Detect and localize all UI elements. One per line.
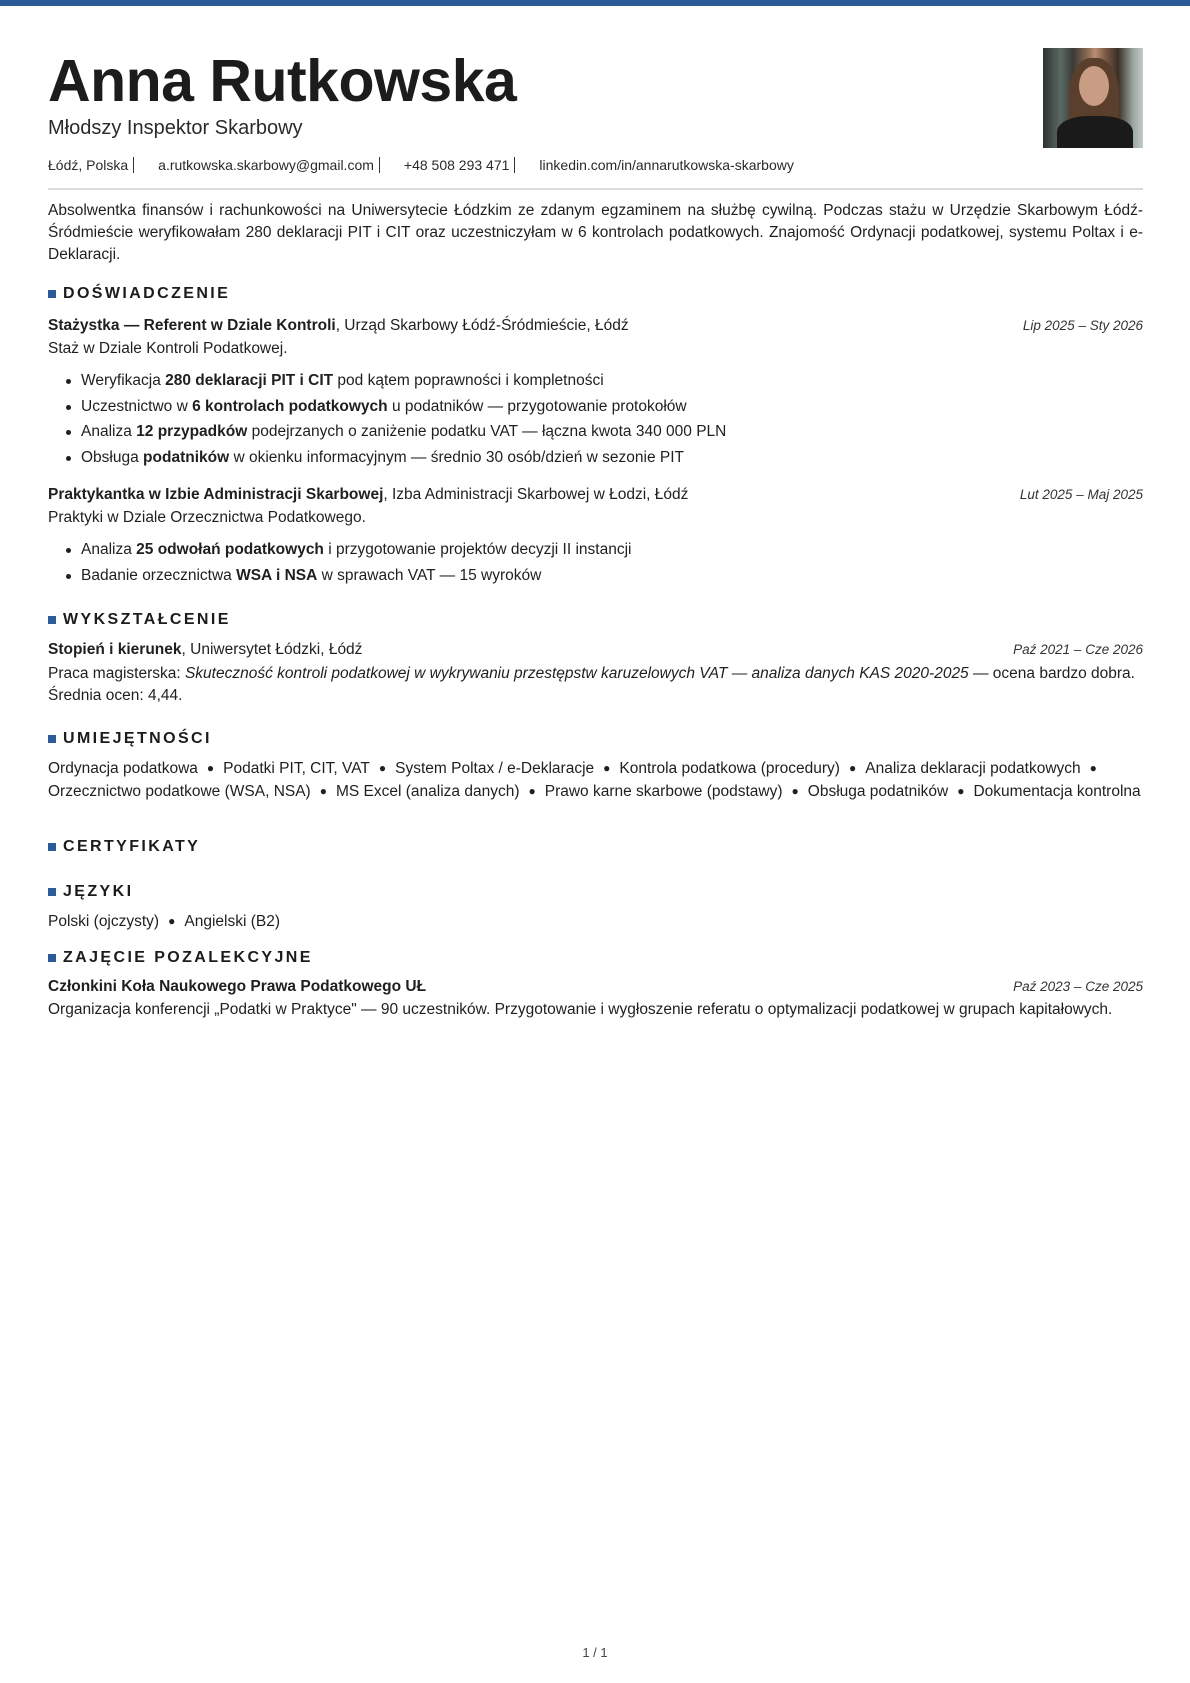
bullet-separator-icon: ● — [168, 914, 176, 928]
section-heading-languages — [48, 882, 133, 902]
section-heading-skills — [48, 729, 212, 749]
skill-item: Orzecznictwo podatkowe (WSA, NSA) — [48, 783, 311, 800]
bullet-separator-icon: ● — [206, 761, 215, 775]
job-header — [48, 484, 1143, 506]
skill-item: Analiza deklaracji podatkowych — [865, 760, 1081, 777]
section-heading-experience — [48, 284, 230, 304]
list-item: Uczestnictwo w 6 kontrolach podatkowych u podatników — przygotowanie protokołów — [64, 394, 726, 420]
skill-item: Prawo karne skarbowe (podstawy) — [544, 783, 783, 800]
skill-item: Dokumentacja kontrolna — [973, 783, 1141, 800]
list-item: Analiza 25 odwołań podatkowych i przygotowanie projektów decyzji II instancji — [64, 537, 631, 563]
education-header — [48, 639, 1143, 661]
top-accent-bar — [0, 0, 1190, 6]
skill-item: MS Excel (analiza danych) — [335, 783, 520, 800]
education-thesis: Praca magisterska: Skuteczność kontroli podatkowej w wykrywaniu przestępstw karuzelowych VAT — analiza danych KAS 2020-2025 — ocena bardzo dobra. Średnia ocen: 4,44. — [48, 665, 1135, 704]
job-dates: Lut 2025 – Maj 2025 — [1019, 487, 1143, 502]
list-item: Obsługa podatników w okienku informacyjnym — średnio 30 osób/dzień w sezonie PIT — [64, 445, 726, 471]
contact-location: Łódź, Polska — [48, 157, 129, 173]
square-bullet-icon — [48, 843, 56, 851]
section-heading-certificates — [48, 837, 200, 857]
photo-body — [1057, 116, 1133, 148]
bullet-separator-icon: ● — [848, 761, 857, 775]
bullet-separator-icon: ● — [957, 784, 965, 798]
activity-header — [48, 976, 1143, 998]
header-divider — [48, 188, 1143, 190]
square-bullet-icon — [48, 735, 56, 743]
bullet-separator-icon: ● — [603, 761, 611, 775]
contact-phone[interactable]: +48 508 293 471 — [403, 157, 510, 173]
job-bullets — [64, 537, 631, 588]
skill-item: Kontrola podatkowa (procedury) — [619, 760, 840, 777]
photo-face — [1079, 66, 1109, 106]
skill-item: Obsługa podatników — [807, 783, 949, 800]
skills-list — [48, 757, 1143, 803]
job-organization: , Izba Administracji Skarbowej w Łodzi, Łódź — [383, 486, 689, 503]
bullet-separator-icon: ● — [528, 784, 536, 798]
job-role: Stażystka — Referent w Dziale Kontroli — [48, 317, 336, 334]
skill-item: Podatki PIT, CIT, VAT — [223, 760, 370, 777]
section-heading-label: JĘZYKI — [63, 883, 134, 900]
square-bullet-icon — [48, 888, 56, 896]
bullet-separator-icon: ● — [319, 784, 327, 798]
summary-paragraph: Absolwentka finansów i rachunkowości na Uniwersytecie Łódzkim ze zdanym egzaminem na służbę cywilną. Podczas stażu w Urzędzie Skarbowym Łódź-Śródmieście weryfikowałam 280 deklaracji PIT i CIT oraz uczestniczyłam w 6 kontrolach podatkowych. Znajomość Ordynacji podatkowej, systemu Poltax i e-Deklaracji. — [48, 202, 1143, 263]
contact-separator — [514, 157, 515, 173]
job-description: Staż w Dziale Kontroli Podatkowej. — [48, 340, 288, 357]
job-organization: , Urząd Skarbowy Łódź-Śródmieście, Łódź — [335, 317, 629, 334]
contact-email[interactable]: a.rutkowska.skarbowy@gmail.com — [158, 157, 374, 173]
section-heading-label: UMIEJĘTNOŚCI — [63, 730, 212, 747]
square-bullet-icon — [48, 616, 56, 624]
list-item: Analiza 12 przypadków podejrzanych o zaniżenie podatku VAT — łączna kwota 340 000 PLN — [64, 419, 726, 445]
contact-separator — [133, 157, 134, 173]
section-heading-education — [48, 610, 231, 630]
job-role: Praktykantka w Izbie Administracji Skarbowej — [48, 486, 384, 503]
square-bullet-icon — [48, 290, 56, 298]
job-header — [48, 315, 1143, 337]
education-degree: Stopień i kierunek — [48, 641, 182, 658]
contact-line — [48, 156, 794, 174]
activity-description: Organizacja konferencji „Podatki w Praktyce" — 90 uczestników. Przygotowanie i wygłoszenie referatu o optymalizacji podatkowej w grupach kapitałowych. — [48, 1001, 1113, 1018]
bullet-separator-icon: ● — [378, 761, 387, 775]
section-heading-label: DOŚWIADCZENIE — [63, 285, 231, 302]
bullet-separator-icon: ● — [1089, 761, 1097, 775]
contact-separator — [379, 157, 380, 173]
section-heading-label: CERTYFIKATY — [63, 838, 201, 855]
language-item: Angielski (B2) — [184, 913, 280, 930]
job-dates: Lip 2025 – Sty 2026 — [1022, 318, 1143, 333]
education-dates: Paź 2021 – Cze 2026 — [1013, 642, 1143, 657]
job-description: Praktyki w Dziale Orzecznictwa Podatkowego. — [48, 509, 366, 526]
skill-item: System Poltax / e-Deklaracje — [395, 760, 595, 777]
list-item: Badanie orzecznictwa WSA i NSA w sprawach VAT — 15 wyroków — [64, 563, 631, 589]
language-item: Polski (ojczysty) — [48, 913, 160, 930]
contact-linkedin[interactable]: linkedin.com/in/annarutkowska-skarbowy — [539, 157, 794, 173]
section-heading-extracurricular — [48, 948, 313, 968]
activity-title: Członkini Koła Naukowego Prawa Podatkowego UŁ — [48, 978, 427, 995]
bullet-separator-icon: ● — [791, 784, 799, 798]
candidate-name: Anna Rutkowska — [48, 48, 517, 114]
section-heading-label: ZAJĘCIE POZALEKCYJNE — [63, 949, 313, 966]
square-bullet-icon — [48, 954, 56, 962]
page-number: 1 / 1 — [582, 1645, 608, 1660]
thesis-title: Skuteczność kontroli podatkowej w wykrywaniu przestępstw karuzelowych VAT — analiza danych KAS 2020-2025 — [184, 665, 969, 682]
languages-list — [48, 910, 1143, 933]
activity-dates: Paź 2023 – Cze 2025 — [1013, 979, 1143, 994]
candidate-title: Młodszy Inspektor Skarbowy — [48, 117, 303, 139]
section-heading-label: WYKSZTAŁCENIE — [63, 611, 231, 628]
list-item: Weryfikacja 280 deklaracji PIT i CIT pod kątem poprawności i kompletności — [64, 368, 726, 394]
skill-item: Ordynacja podatkowa — [48, 760, 198, 777]
education-school: , Uniwersytet Łódzki, Łódź — [181, 641, 363, 658]
job-bullets — [64, 368, 726, 470]
profile-photo — [1043, 48, 1143, 148]
